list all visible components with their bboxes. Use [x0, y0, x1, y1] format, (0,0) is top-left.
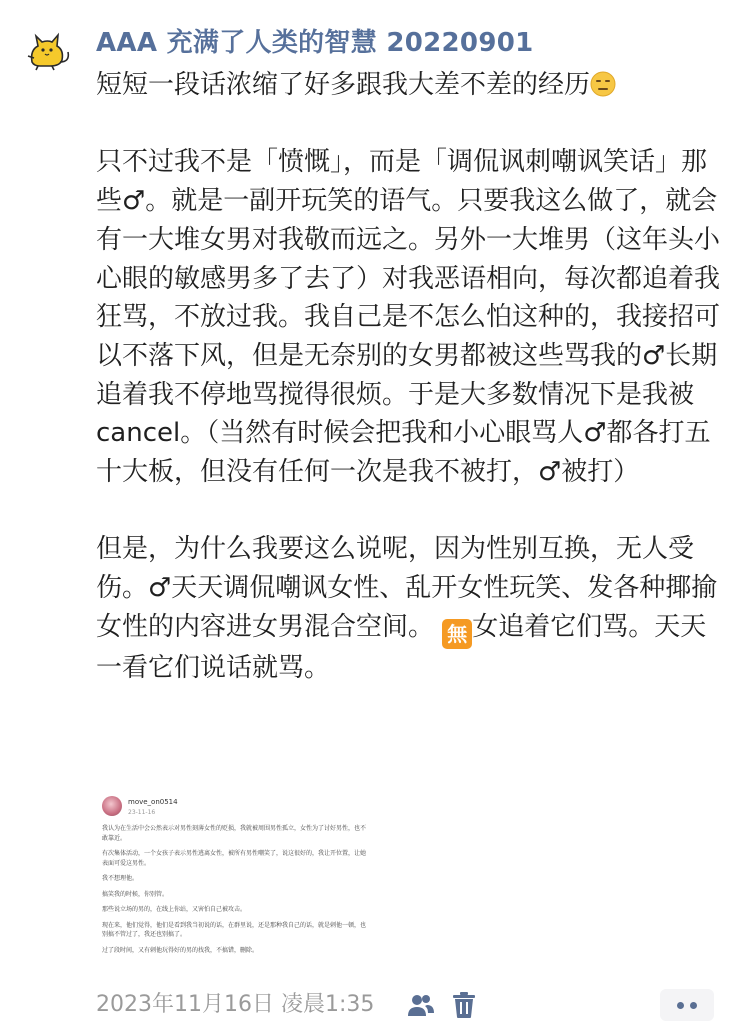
post-paragraph-2: 只不过我不是「愤慨」，而是「调侃讽刺嘲讽笑话」那些♂。就是一副开玩笑的语气。只要我这么做了，就会有一大堆女男对我敬而远之。另外一大堆男（这年头小心眼的敏感男多了去了）对我恶语相向，每次都追着我狂骂，不放过我。我自己是不怎么怕这种的，我接招可以不落下风，但是无奈别的女男都被这些骂我的♂长期追着我不停地骂搅得很烦。于是大多数情况下是我被cancel。（当然有时候会把我和小心眼骂人♂都各打五十大板，但没有任何一次是我不被打，♂被打） [96, 147, 721, 488]
post-paragraph-1-text: 短短一段话浓缩了好多跟我大差不差的经历 [96, 70, 591, 100]
avatar-cat-icon[interactable] [22, 22, 74, 74]
more-dot-icon [690, 1002, 697, 1009]
trash-icon[interactable] [452, 991, 476, 1019]
embedded-body [102, 824, 366, 961]
embedded-avatar [102, 796, 122, 816]
embedded-date: 23-11-16 [128, 809, 156, 816]
author-name[interactable]: AAA 充满了人类的智慧 20220901 [96, 28, 534, 58]
expressionless-face-icon [590, 71, 616, 97]
post-paragraph-3-text: 但是，为什么我要这么说呢，因为性别互换，无人受伤。♂天天调侃嘲讽女性、乱开女性玩笑、发各种揶揄女性的内容进女男混合空间。 [96, 534, 718, 642]
more-button[interactable] [660, 989, 714, 1021]
embedded-screenshot-image[interactable] [96, 790, 372, 982]
embedded-line: 我不想理他。 [102, 875, 139, 882]
embedded-line: 我认为在生活中会公然表示对男性刻薄女性的贬损，我就被周围男性孤立，女性为了讨好男性，也不敢靠近。 [102, 825, 367, 842]
embedded-line: 那些说立场的男的，在线上你站，又害怕自己被攻击。 [102, 906, 247, 913]
paragraph-gap [96, 492, 722, 531]
more-dot-icon [677, 1002, 684, 1009]
post-paragraph-3 [96, 530, 722, 687]
embedded-line: 搞笑我的时候，你别管。 [102, 890, 169, 898]
people-icon[interactable] [407, 992, 435, 1018]
paragraph-gap [96, 105, 722, 144]
post-paragraph-3-tail: 女追着它们骂。天天一看它们说话就骂。 [96, 611, 707, 683]
post-timestamp: 2023年11月16日 凌晨1:35 [96, 992, 375, 1017]
post-content [96, 66, 722, 688]
mu-emoji-icon: 無 [442, 619, 472, 649]
embedded-line: 现在来，他们觉得，他们是看到我当初说的话，在群里说，还是那种我自己的话，就是刺他一顿，也别搞不管过了，我还也别搞了。 [102, 921, 367, 938]
post-paragraph-1 [96, 66, 722, 105]
embedded-line: 有次集体活动，一个女孩子表示男性逃离女性，被所有男性嘲笑了，说这很好的，我让开位置，让她表面可爱这男性。 [102, 850, 367, 867]
embedded-username: move_on0514 [128, 798, 178, 806]
embedded-line: 过了段时间，又有刺他玩得好的男的找我，不搞错，删除。 [102, 946, 259, 954]
